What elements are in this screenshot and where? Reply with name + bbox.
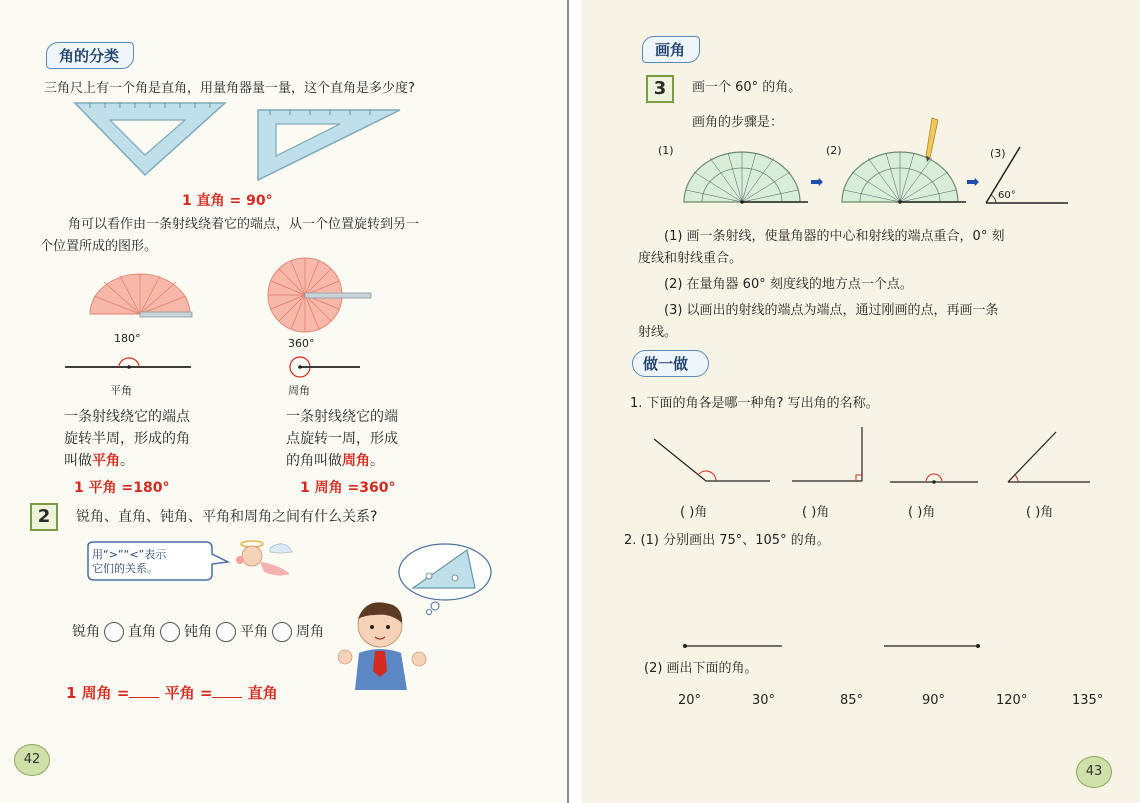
step-label-1: (1) — [658, 144, 674, 157]
full-desc-2: 点旋转一周，形成 — [286, 431, 398, 447]
bubble-line-1: 用“>”“<”表示 — [92, 548, 167, 561]
angle-120: 120° — [996, 693, 1028, 708]
angle-20: 20° — [678, 693, 702, 708]
fill-equation: 1 周角 = 平角 = 直角 — [66, 684, 278, 702]
straight-desc-1: 一条射线绕它的端点 — [64, 409, 190, 425]
cherub-illustration — [230, 538, 300, 588]
protractor-step-2 — [838, 112, 968, 208]
step-1-line-1: (1) 画一条射线，使量角器的中心和射线的端点重合，0° 刻 — [664, 229, 1005, 244]
intro-question: 三角尺上有一个角是直角，用量角器量一量，这个直角是多少度? — [44, 81, 415, 96]
angle-135: 135° — [1072, 693, 1104, 708]
half-rotation-fan — [80, 270, 200, 320]
angle-90: 90° — [922, 693, 946, 708]
ray-75-base[interactable] — [682, 641, 784, 651]
compare-circle-1[interactable] — [104, 622, 124, 642]
question-2-number: 2 — [30, 503, 58, 531]
straight-desc-3: 叫做平角。 — [64, 453, 134, 469]
example-3-number: 3 — [646, 75, 674, 103]
answer-label-2[interactable]: ( )角 — [802, 505, 830, 520]
full-desc-3: 的角叫做周角。 — [286, 453, 384, 469]
right-page — [582, 0, 1140, 803]
straight-angle-degree: 180° — [114, 332, 141, 345]
step-label-2: (2) — [826, 144, 842, 157]
full-angle-equation: 1 周角 =360° — [300, 480, 396, 496]
question-2-text-right: 2. (1) 分别画出 75°、105° 的角。 — [624, 533, 830, 548]
page-gutter — [567, 0, 582, 803]
compare-item-full: 周角 — [296, 624, 324, 640]
sixty-degree-angle — [982, 145, 1072, 207]
straight-angle-equation: 1 平角 =180° — [74, 480, 170, 496]
compare-item-right: 直角 — [128, 624, 156, 640]
fill-blank-2[interactable] — [212, 683, 242, 698]
question-2-text: 锐角、直角、钝角、平角和周角之间有什么关系? — [76, 509, 378, 525]
compare-circle-4[interactable] — [272, 622, 292, 642]
steps-heading: 画角的步骤是： — [692, 115, 784, 130]
sixty-degree-label: 60° — [998, 190, 1016, 201]
acute-angle-figure — [1006, 430, 1096, 486]
step-3-line-1: (3) 以画出的射线的端点为端点，通过刚画的点，再画一条 — [664, 303, 999, 318]
full-angle-name: 周角 — [288, 384, 310, 397]
obtuse-angle-figure — [652, 435, 772, 485]
full-angle-diagram — [285, 352, 365, 382]
compare-item-acute: 锐角 — [72, 624, 100, 640]
bubble-line-2: 它们的关系。 — [92, 562, 158, 575]
right-angle-figure — [790, 425, 870, 485]
step-3-line-2: 射线。 — [638, 325, 678, 340]
step-1-line-2: 度线和射线重合。 — [638, 251, 743, 266]
question-1-text: 1. 下面的角各是哪一种角? 写出角的名称。 — [630, 396, 879, 411]
boy-illustration — [325, 595, 435, 690]
definition-line-1: 角可以看作由一条射线绕着它的端点，从一个位置旋转到另一 — [68, 217, 420, 232]
straight-angle-diagram — [65, 352, 195, 372]
protractor-step-1 — [680, 150, 810, 208]
straight-angle-figure — [888, 470, 980, 490]
answer-label-3[interactable]: ( )角 — [908, 505, 936, 520]
full-angle-degree: 360° — [288, 337, 315, 350]
compare-circle-3[interactable] — [216, 622, 236, 642]
full-rotation-fan — [265, 255, 375, 345]
definition-line-2: 个位置所成的图形。 — [40, 239, 158, 254]
compare-item-obtuse: 钝角 — [184, 624, 212, 640]
ray-105-base[interactable] — [882, 641, 984, 651]
practice-title: 做一做 — [632, 350, 709, 377]
answer-label-1[interactable]: ( )角 — [680, 505, 708, 520]
set-square-illustration — [70, 100, 410, 190]
question-2b-text: (2) 画出下面的角。 — [644, 661, 758, 676]
angle-85: 85° — [840, 693, 864, 708]
full-desc-1: 一条射线绕它的端 — [286, 409, 398, 425]
compare-item-straight: 平角 — [240, 624, 268, 640]
page-number-right: 43 — [1076, 756, 1112, 788]
compare-circle-2[interactable] — [160, 622, 180, 642]
straight-desc-2: 旋转半周，形成的角 — [64, 431, 190, 447]
answer-label-4[interactable]: ( )角 — [1026, 505, 1054, 520]
arrow-icon-1: ➡ — [810, 172, 824, 191]
page-number-left: 42 — [14, 744, 50, 776]
arrow-icon-2: ➡ — [966, 172, 980, 191]
step-2-text: (2) 在量角器 60° 刻度线的地方点一个点。 — [664, 277, 913, 292]
bubble-text — [92, 548, 166, 576]
straight-angle-name: 平角 — [110, 384, 132, 397]
example-3-text: 画一个 60° 的角。 — [692, 80, 802, 95]
angle-30: 30° — [752, 693, 776, 708]
right-angle-equation: 1 直角 = 90° — [182, 193, 273, 209]
left-page — [0, 0, 567, 803]
section-title-classification: 角的分类 — [46, 42, 134, 69]
compare-row — [72, 620, 324, 644]
step-label-3: (3) — [990, 147, 1006, 160]
section-title-drawing: 画角 — [642, 36, 700, 63]
fill-blank-1[interactable] — [129, 683, 159, 698]
